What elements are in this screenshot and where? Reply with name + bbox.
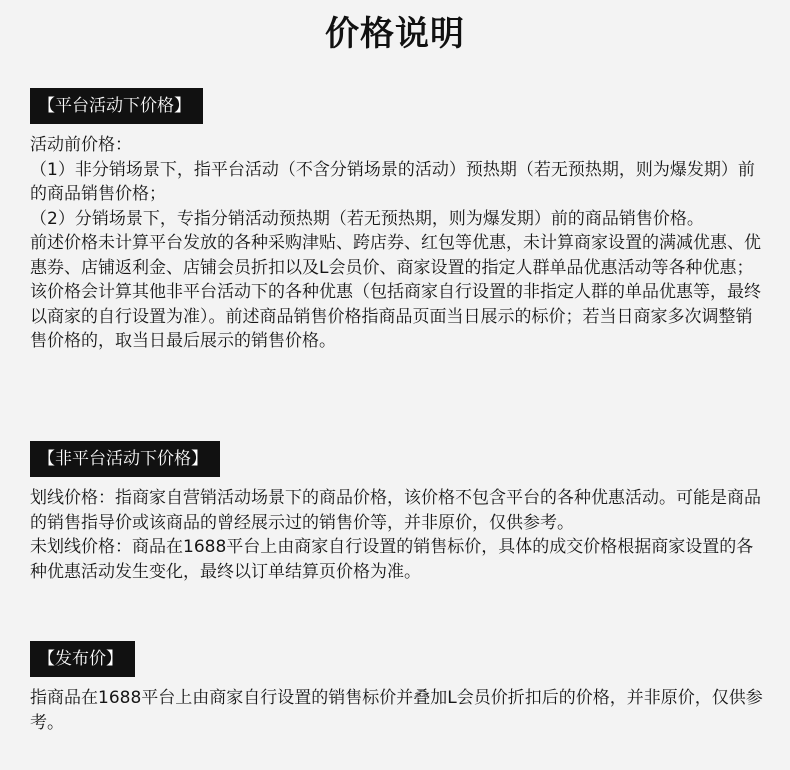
section-label-platform-activity: 【平台活动下价格】	[30, 88, 203, 124]
section-body-published-price	[30, 686, 768, 735]
section-label-published-price: 【发布价】	[30, 641, 135, 677]
paragraph: 活动前价格：	[30, 135, 132, 155]
section-body-platform-activity	[30, 133, 768, 354]
section-label-non-platform-activity: 【非平台活动下价格】	[30, 441, 220, 477]
section-body-non-platform-activity	[30, 486, 768, 584]
paragraph: （1）非分销场景下，指平台活动（不含分销场景的活动）预热期（若无预热期，则为爆发期）前的商品销售价格；	[30, 159, 755, 204]
paragraph: 前述价格未计算平台发放的各种采购津贴、跨店券、红包等优惠，未计算商家设置的满减优惠、优惠券、店铺返利金、店铺会员折扣以及L会员价、商家设置的指定人群单品优惠活动等各种优惠； 该价格会计算其他非平台活动下的各种优惠（包括商家自行设置的非指定人群的单品优惠等，最终以商家的自行设置为准）。前述商品销售价格指商品页面当日展示的标价；若当日商家多次调整销售价格的，取当日最后展示的销售价格。	[30, 233, 761, 351]
paragraph: （2）分销场景下，专指分销活动预热期（若无预热期，则为爆发期）前的商品销售价格。	[30, 208, 704, 229]
page-title: 价格说明	[325, 14, 465, 54]
paragraph: 指商品在1688平台上由商家自行设置的销售标价并叠加L会员价折扣后的价格，并非原价，仅供参考。	[30, 688, 763, 733]
paragraph: 未划线价格：商品在1688平台上由商家自行设置的销售标价，具体的成交价格根据商家设置的各种优惠活动发生变化，最终以订单结算页价格为准。	[30, 537, 754, 582]
paragraph: 划线价格：指商家自营销活动场景下的商品价格，该价格不包含平台的各种优惠活动。可能是商品的销售指导价或该商品的曾经展示过的销售价等，并非原价，仅供参考。	[30, 488, 761, 533]
